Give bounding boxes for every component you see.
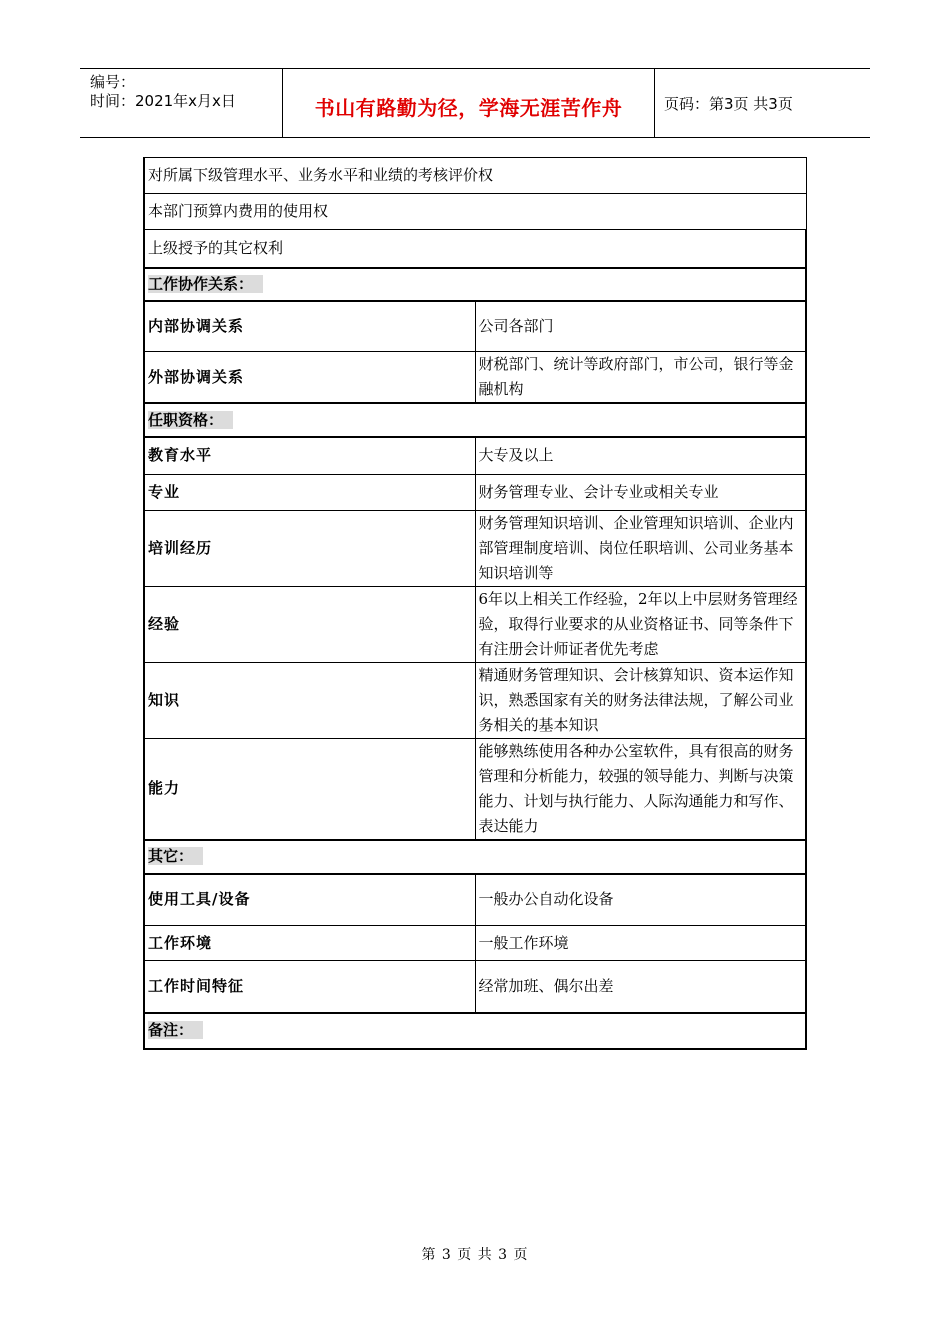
table-row: [144, 352, 806, 404]
row-label: 知识: [144, 662, 475, 738]
row-value: 经常加班、偶尔出差: [475, 961, 806, 1013]
rights-item: 对所属下级管理水平、业务水平和业绩的考核评价权: [144, 158, 806, 194]
row-value: 能够熟练使用各种办公室软件，具有很高的财务管理和分析能力，较强的领导能力、判断与决策能力、计划与执行能力、人际沟通能力和写作、表达能力: [475, 738, 806, 840]
time-label: 时间：2021年x月x日: [90, 92, 236, 110]
table-row: [144, 586, 806, 662]
row-label: 内部协调关系: [144, 301, 475, 352]
table-row: [144, 926, 806, 961]
table-row: [144, 961, 806, 1013]
row-value: 财务管理专业、会计专业或相关专业: [475, 474, 806, 510]
page-header: [80, 68, 870, 138]
table-row: [144, 510, 806, 586]
table-row: [144, 738, 806, 840]
row-value: 公司各部门: [475, 301, 806, 352]
table-row: [144, 662, 806, 738]
row-label: 专业: [144, 474, 475, 510]
rights-row: [144, 230, 806, 268]
rights-row: [144, 158, 806, 194]
motto-text: 书山有路勤为径，学海无涯苦作舟: [314, 96, 623, 120]
row-label: 经验: [144, 586, 475, 662]
table-row: [144, 437, 806, 474]
section-header: [144, 840, 806, 874]
row-value: 财务管理知识培训、企业管理知识培训、企业内部管理制度培训、岗位任职培训、公司业务基本知识培训等: [475, 510, 806, 586]
page-number-label: 页码：第3页 共3页: [664, 95, 793, 113]
header-meta: [80, 69, 282, 137]
row-label: 工作时间特征: [144, 961, 475, 1013]
page-footer: 第 3 页 共 3 页: [421, 1247, 529, 1263]
notes-title: 备注：: [144, 1013, 806, 1049]
rights-row: [144, 194, 806, 230]
qualification-title: 任职资格：: [144, 403, 806, 437]
row-label: 外部协调关系: [144, 352, 475, 404]
row-value: 大专及以上: [475, 437, 806, 474]
row-label: 培训经历: [144, 510, 475, 586]
job-description-table: [143, 157, 807, 1050]
section-header: [144, 268, 806, 301]
section-header: [144, 1013, 806, 1049]
row-label: 教育水平: [144, 437, 475, 474]
table-row: [144, 474, 806, 510]
table-row: [144, 301, 806, 352]
rights-item: 本部门预算内费用的使用权: [144, 194, 806, 230]
row-value: 6年以上相关工作经验，2年以上中层财务管理经验，取得行业要求的从业资格证书、同等条件下有注册会计师证者优先考虑: [475, 586, 806, 662]
table-row: [144, 874, 806, 926]
rights-item: 上级授予的其它权利: [144, 230, 806, 268]
cooperation-title: 工作协作关系：: [144, 268, 806, 301]
number-label: 编号：: [90, 73, 136, 91]
section-header: [144, 403, 806, 437]
row-value: 一般工作环境: [475, 926, 806, 961]
header-motto-cell: [282, 69, 655, 137]
row-label: 能力: [144, 738, 475, 840]
row-label: 使用工具/设备: [144, 874, 475, 926]
row-label: 工作环境: [144, 926, 475, 961]
row-value: 财税部门、统计等政府部门，市公司，银行等金融机构: [475, 352, 806, 404]
other-title: 其它：: [144, 840, 806, 874]
row-value: 精通财务管理知识、会计核算知识、资本运作知识，熟悉国家有关的财务法律法规，了解公司业务相关的基本知识: [475, 662, 806, 738]
row-value: 一般办公自动化设备: [475, 874, 806, 926]
